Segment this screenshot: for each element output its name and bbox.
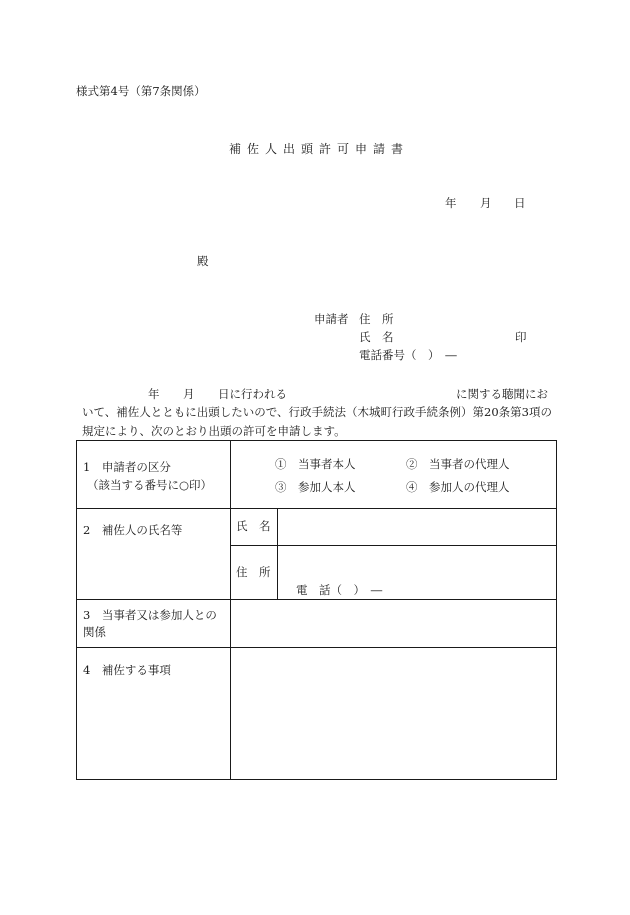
matters-label-cell xyxy=(77,648,231,780)
applicant-label: 申請者 xyxy=(314,312,349,326)
body-line2: いて、補佐人とともに出頭したいので、行政手続法（木城町行政手続条例）第20条第3項の xyxy=(82,405,552,419)
assistant-name-field[interactable] xyxy=(278,509,557,546)
application-table xyxy=(76,440,557,780)
body-day: 日に行われる xyxy=(218,387,287,401)
assistant-address-label: 住 所 xyxy=(236,565,271,579)
applicant-name-label: 氏 名 xyxy=(359,330,394,344)
table-row-applicant-type xyxy=(77,441,557,509)
applicant-address-label: 住 所 xyxy=(359,312,394,326)
relationship-field[interactable] xyxy=(231,600,557,648)
assistant-name-label-cell xyxy=(231,509,278,546)
relationship-label-cont: 関係 xyxy=(83,625,106,639)
date-year: 年 xyxy=(445,196,457,210)
option-participant-agent[interactable]: ④ 参加人の代理人 xyxy=(406,480,510,494)
assistant-address-field[interactable] xyxy=(278,546,557,600)
relationship-label-cell xyxy=(77,600,231,648)
date-day: 日 xyxy=(514,196,526,210)
applicant-type-options-cell xyxy=(231,441,557,509)
table-row-relationship xyxy=(77,600,557,648)
assistant-name-label: 氏 名 xyxy=(236,519,271,533)
applicant-type-label-cell xyxy=(77,441,231,509)
document-title: 補佐人出頭許可申請書 xyxy=(229,142,410,156)
matters-field[interactable] xyxy=(231,648,557,780)
applicant-seal: 印 xyxy=(515,330,527,344)
option-participant-self[interactable]: ③ 参加人本人 xyxy=(275,480,356,494)
matters-label: 4 補佐する事項 xyxy=(83,663,171,677)
assistant-address-label-cell xyxy=(231,546,278,600)
assistant-label: 2 補佐人の氏名等 xyxy=(83,523,183,537)
addressee-suffix: 殿 xyxy=(197,254,209,268)
assistant-label-cell xyxy=(77,509,231,600)
option-party-self[interactable]: ① 当事者本人 xyxy=(275,457,356,471)
table-row-matters xyxy=(77,648,557,780)
assistant-phone-label: 電 話（ ） ― xyxy=(296,583,383,597)
table-row-assistant-name xyxy=(77,509,557,546)
form-number: 様式第4号（第7条関係） xyxy=(76,84,206,98)
applicant-type-hint: （該当する番号に○印） xyxy=(87,478,213,492)
option-party-agent[interactable]: ② 当事者の代理人 xyxy=(406,457,510,471)
body-month: 月 xyxy=(183,387,195,401)
date-month: 月 xyxy=(480,196,492,210)
applicant-type-label: 1 申請者の区分 xyxy=(83,460,171,474)
relationship-label: 3 当事者又は参加人との xyxy=(83,608,217,622)
body-line3: 規定により、次のとおり出頭の許可を申請します。 xyxy=(82,424,346,438)
body-line1-tail: に関する聴聞にお xyxy=(456,387,548,401)
applicant-phone-label: 電話番号（ ） ― xyxy=(359,348,457,362)
body-year: 年 xyxy=(148,387,160,401)
